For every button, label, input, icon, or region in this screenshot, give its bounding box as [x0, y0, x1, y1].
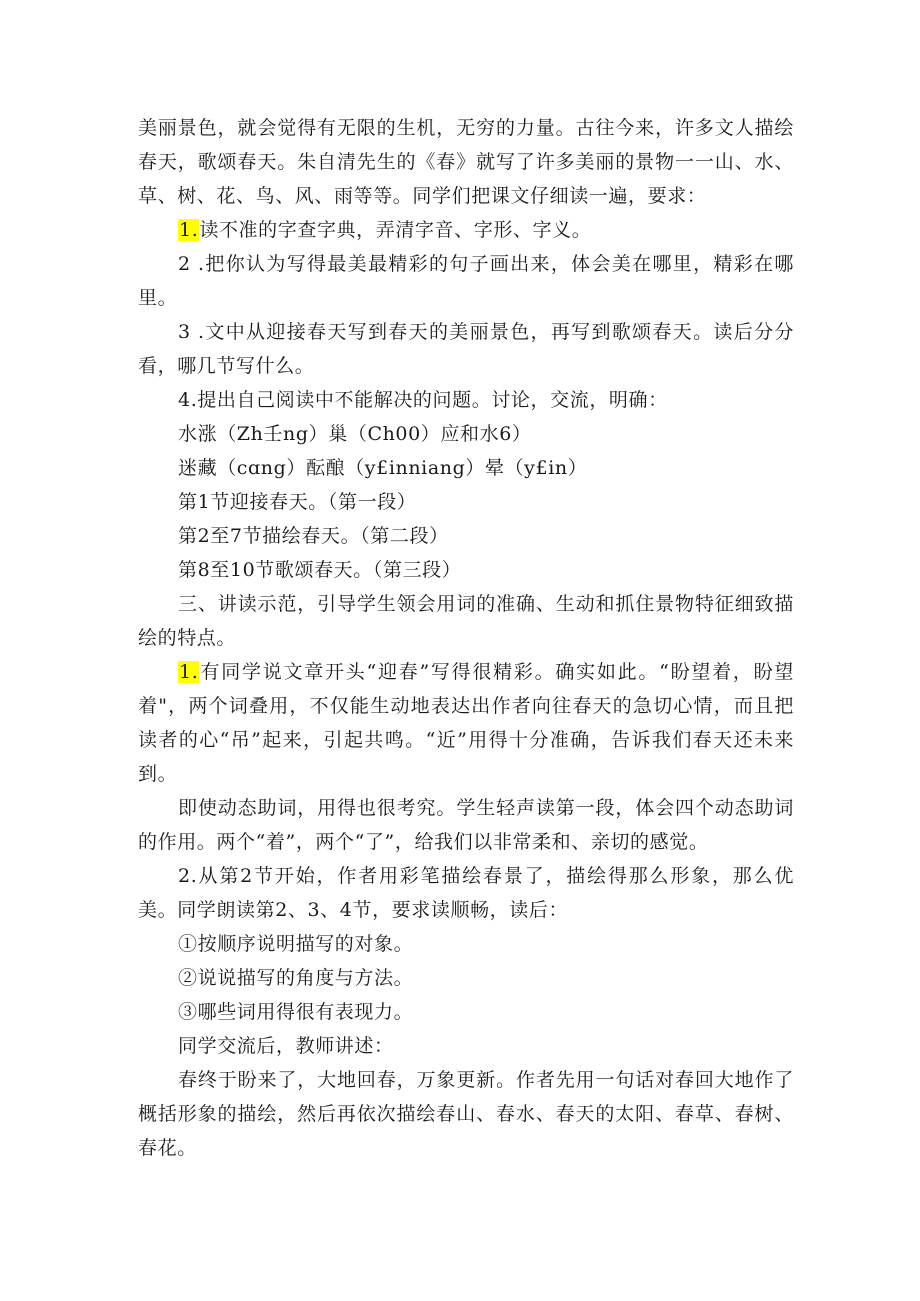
section-line-3: 第8至10节歌颂春天。（第三段） — [178, 559, 462, 581]
paragraph-step-3: 3 .文中从迎接春天写到春天的美丽景色，再写到歌颂春天。读后分分看，哪几节写什么。 — [138, 321, 794, 377]
paragraph-heading-3: 三、讲读示范，引导学生领会用词的准确、生动和抓住景物特征细致描绘的特点。 — [138, 593, 794, 649]
highlighted-number: 1. — [179, 219, 199, 241]
section-line-2: 第2至7节描绘春天。（第二段） — [178, 525, 449, 547]
list-item-a: ①按顺序说明描写的对象。 — [178, 933, 414, 955]
pinyin-line-1: 水涨（Zh壬ng）巢（Ch00）应和水6） — [178, 423, 532, 445]
section-line-1: 第1节迎接春天。（第一段） — [178, 491, 417, 513]
paragraph-step-1 — [138, 213, 794, 247]
paragraph-text: 读不准的字查字典，弄清字音、字形、字义。 — [199, 219, 592, 241]
list-item-b: ②说说描写的角度与方法。 — [178, 967, 414, 989]
paragraph-particles: 即使动态助词，用得也很考究。学生轻声读第一段，体会四个动态助词的作用。两个“着”，两个“了”，给我们以非常柔和、亲切的感觉。 — [138, 797, 794, 853]
paragraph-intro: 美丽景色，就会觉得有无限的生机，无穷的力量。古往今来，许多文人描绘春天，歌颂春天。朱自清先生的《春》就写了许多美丽的景物一一山、水、草、树、花、鸟、风、雨等等。同学们把课文仔细读一遍，要求： — [138, 117, 794, 207]
paragraph-point-1 — [138, 655, 794, 791]
paragraph-point-2: 2.从第2节开始，作者用彩笔描绘春景了，描绘得那么形象，那么优美。同学朗读第2、3、4节，要求读顺畅，读后： — [138, 865, 794, 921]
paragraph-step-4: 4.提出自己阅读中不能解决的问题。讨论，交流，明确： — [178, 389, 668, 411]
highlighted-number: 1. — [179, 661, 199, 683]
list-item-c: ③哪些词用得很有表现力。 — [178, 1001, 414, 1023]
paragraph-teacher: 同学交流后，教师讲述： — [178, 1035, 394, 1057]
paragraph-text: 有同学说文章开头“迎春”写得很精彩。确实如此。“盼望着，盼望着"，两个词叠用，不仅能生动地表达出作者向往春天的急切心情，而且把读者的心“吊”起来，引起共鸣。“近”用得十分准确，告诉我们春天还未来到。 — [138, 661, 794, 785]
paragraph-step-2: 2 .把你认为写得最美最精彩的句子画出来，体会美在哪里，精彩在哪里。 — [138, 253, 794, 309]
paragraph-spring: 春终于盼来了，大地回春，万象更新。作者先用一句话对春回大地作了概括形象的描绘，然后再依次描绘春山、春水、春天的太阳、春草、春树、春花。 — [138, 1069, 794, 1159]
pinyin-line-2: 迷藏（cɑng）酝酿（y£inniang）晕（y£in） — [178, 457, 588, 479]
document-body — [138, 111, 794, 1165]
